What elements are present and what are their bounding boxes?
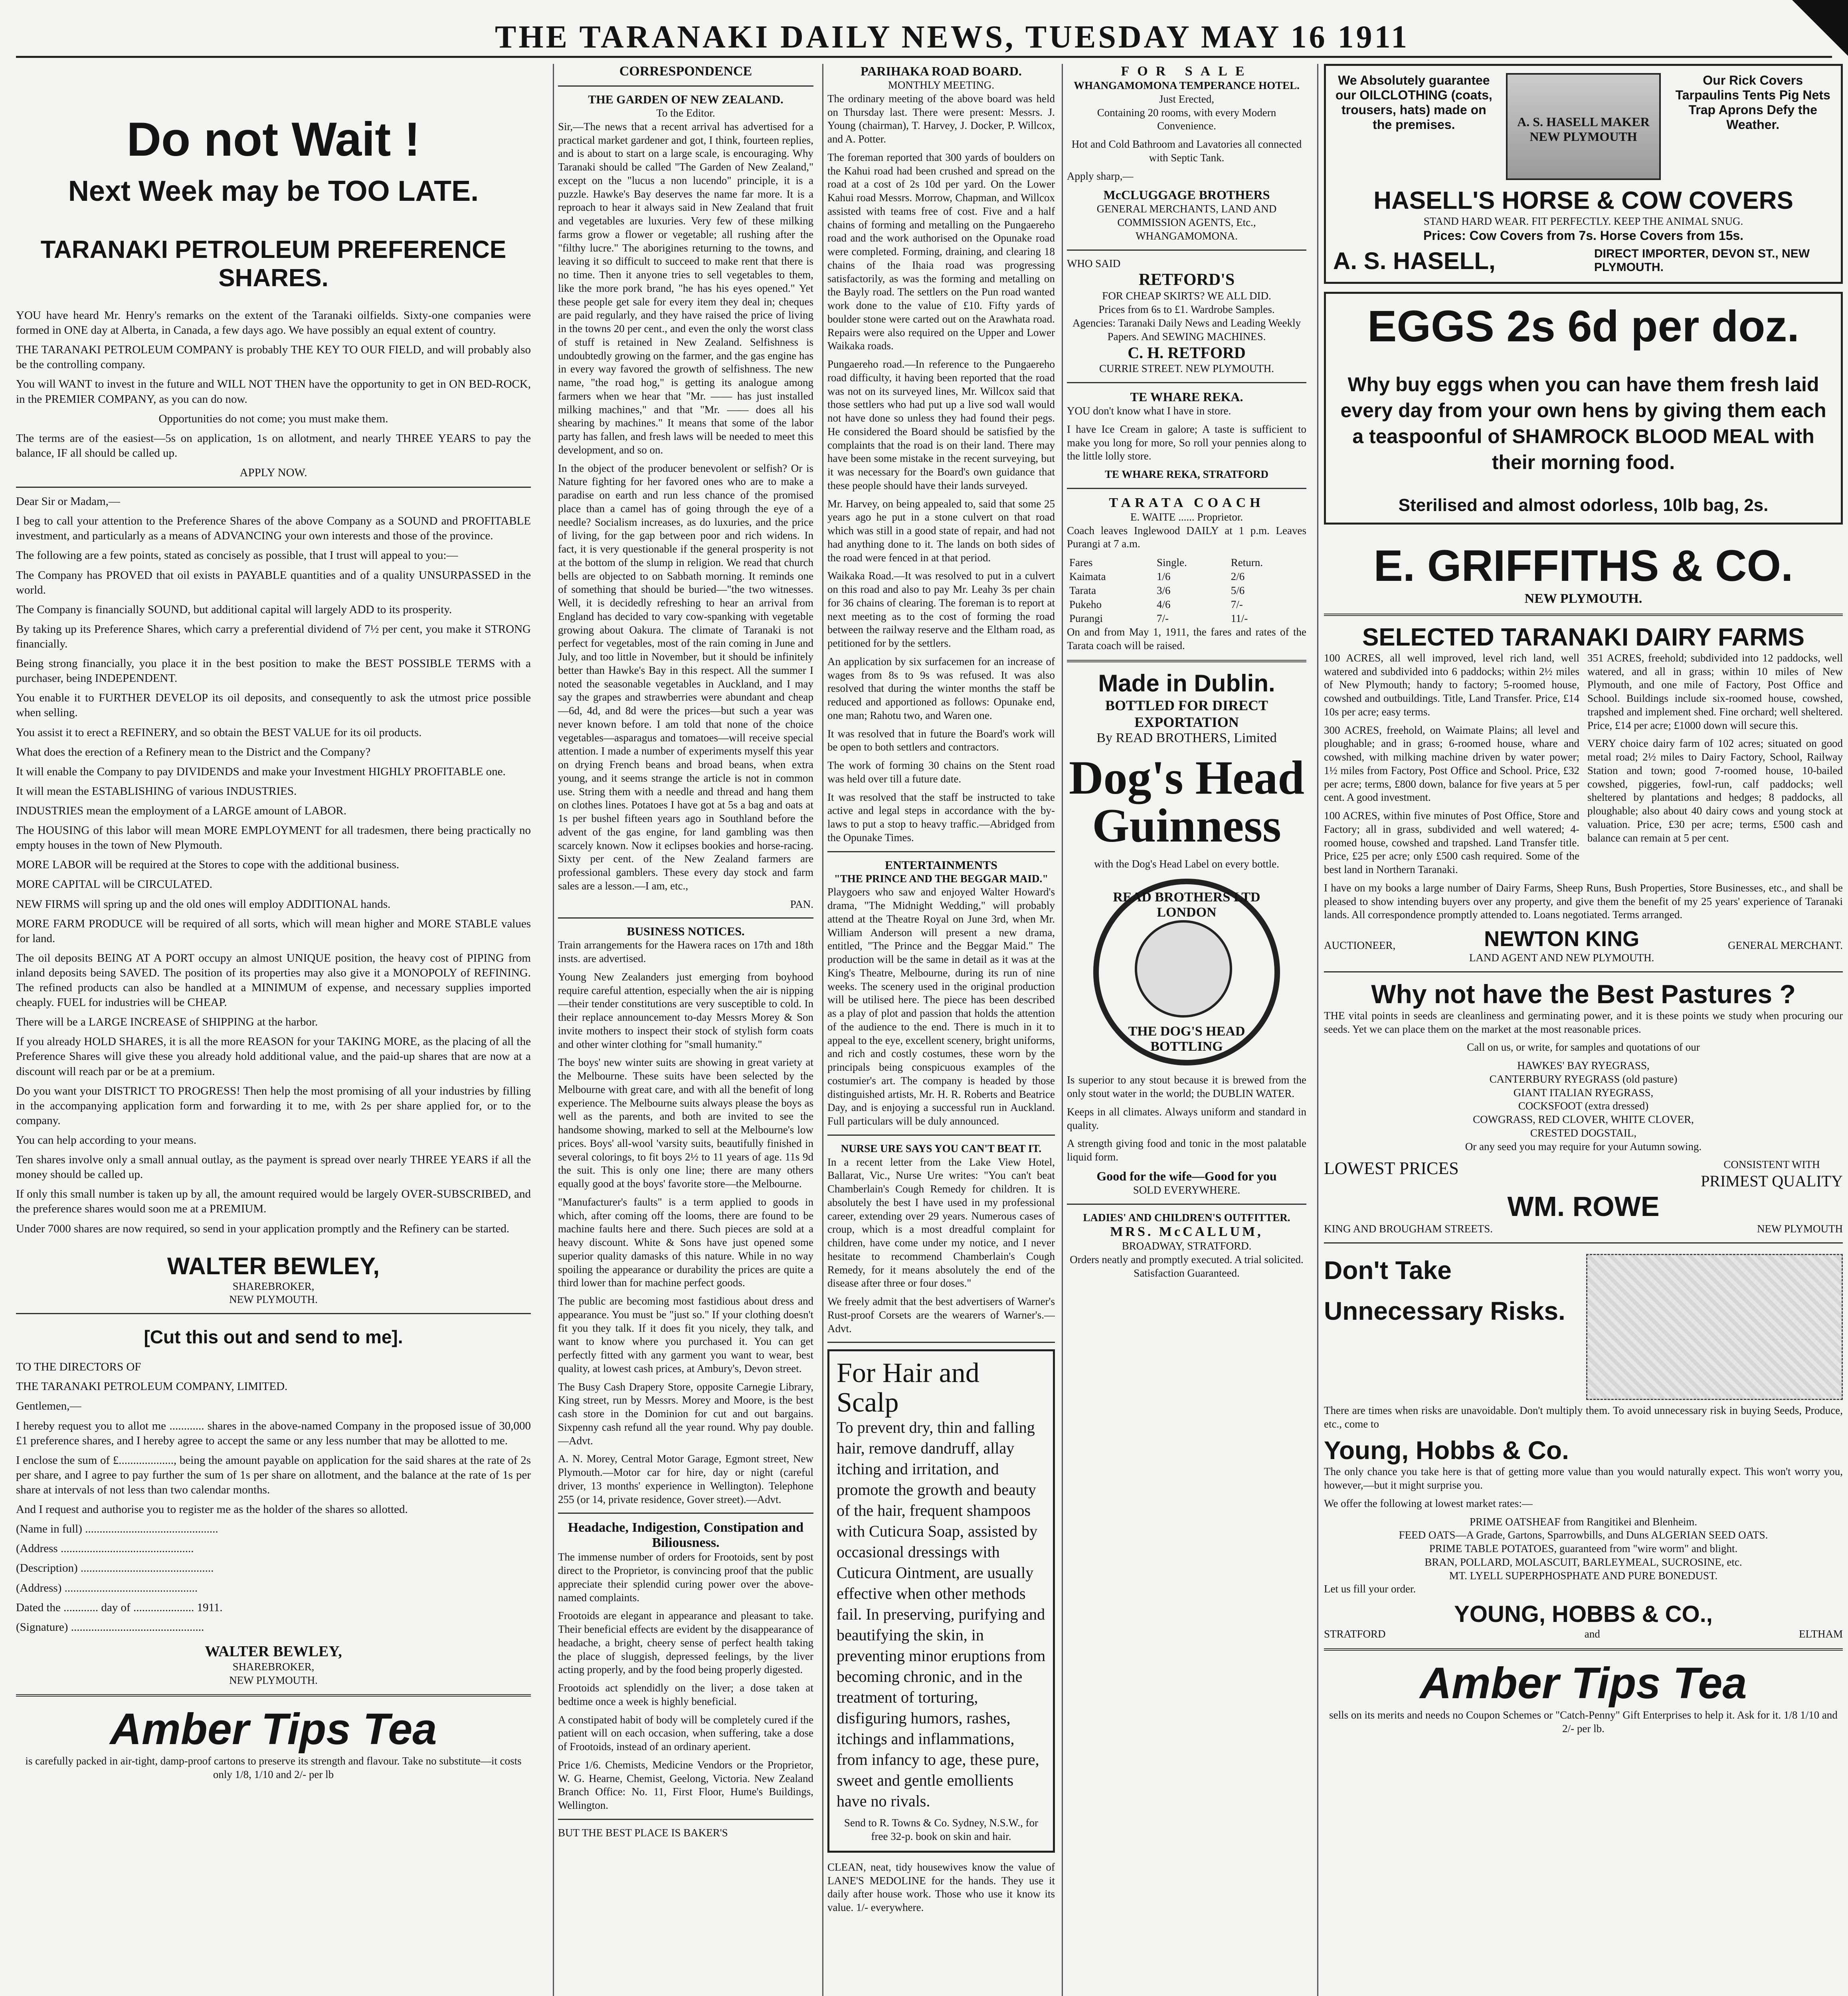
letter-para: If you already HOLD SHARES, it is all the more REASON for your TAKING MORE, as the placing of all the Preference Shares will give these you already hold additional value, and the paid-up shares that are now at a discount will reach par or be at a premium. bbox=[16, 1035, 531, 1078]
retford-line: Prices from 6s to £1. Wardrobe Samples. bbox=[1098, 303, 1275, 315]
apply-now: APPLY NOW. bbox=[239, 466, 307, 479]
te-whare-reka-title: TE WHARE REKA. bbox=[1130, 390, 1243, 404]
wm-rowe: WM. ROWE bbox=[1507, 1191, 1660, 1222]
form-to-company: THE TARANAKI PETROLEUM COMPANY, LIMITED. bbox=[16, 1380, 288, 1393]
column-road-board bbox=[822, 64, 1055, 1996]
cuticura-body: To prevent dry, thin and falling hair, remove dandruff, allay itching and irritation, and promote the growth and beauty of the hair, frequent shampoos with Cuticura Soap, assisted by occasional dressings with Cuticura Ointment, are usually effective when other methods fail. In preserving, purifying and beautifying the skin, in preventing minor eruptions from becoming chronic, and in the treatment of torturing, disfiguring humors, rashes, itchings and inflammations, from infancy to age, these pure, sweet and gentle emollients have no rivals. bbox=[837, 1418, 1046, 1810]
hasell-top bbox=[1333, 73, 1834, 180]
letter-para: You assist it to erect a REFINERY, and so obtain the BEST VALUE for its oil products. bbox=[16, 726, 422, 739]
dogs-head-badge-icon bbox=[1093, 879, 1280, 1065]
divider bbox=[558, 917, 813, 919]
dogs-head-sub: with the Dog's Head Label on every bottle. bbox=[1094, 857, 1279, 870]
mrs-mccallum: MRS. McCALLUM, bbox=[1110, 1224, 1263, 1240]
consistent-with: CONSISTENT WITH bbox=[1723, 1158, 1820, 1171]
column-classifieds bbox=[1062, 64, 1306, 1996]
retford-line: FOR CHEAP SKIRTS? WE ALL DID. bbox=[1102, 290, 1271, 302]
yh-item: FEED OATS—A Grade, Gartons, Sparrowbills, and Duns ALGERIAN SEED OATS. bbox=[1399, 1529, 1768, 1541]
hasell-sub: STAND HARD WEAR. FIT PERFECTLY. KEEP THE ANIMAL SNUG. bbox=[1423, 215, 1743, 227]
farm-listing: 351 ACRES, freehold; subdivided into 12 paddocks, well watered, and all in grass; within 10 miles of New Plymouth, and one mile of Factory, Post Office and School. Buildings include six-roomed house, cowshed, trapshed and implement shed. Fine orchard; well sheltered. Price, £14 per acre; £1000 down will secure this. bbox=[1587, 651, 1843, 731]
letter-para: The Company has PROVED that oil exists in PAYABLE quantities and of a quality UNSURPASSED in the world. bbox=[16, 568, 531, 596]
letter-para: MORE FARM PRODUCE will be required of all sorts, which will mean higher and MORE STABLE values for land. bbox=[16, 917, 531, 945]
warner-corsets-note: We freely admit that the best advertisers of Warner's Rust-proof Corsets are the wearers of Warner's.—Advt. bbox=[827, 1295, 1055, 1335]
road-board-sub: MONTHLY MEETING. bbox=[888, 79, 995, 91]
divider bbox=[1324, 614, 1843, 616]
cuticura-foot: Send to R. Towns & Co. Sydney, N.S.W., for free 32-p. book on skin and hair. bbox=[844, 1817, 1039, 1842]
to-editor: To the Editor. bbox=[656, 107, 715, 119]
dogs-head-para: Is superior to any stout because it is brewed from the only stout water in the world; the DUBLIN WATER. bbox=[1067, 1074, 1306, 1099]
letter-para: You enable it to FURTHER DEVELOP its oil deposits, and consequently to ask the utmost price possible when selling. bbox=[16, 691, 531, 719]
divider bbox=[1324, 1242, 1843, 1244]
eggs-footer: Sterilised and almost odorless, 10lb bag, 2s. bbox=[1398, 495, 1769, 515]
fares-cell: 2/6 bbox=[1231, 570, 1245, 582]
hotel-name: WHANGAMOMONA TEMPERANCE HOTEL. bbox=[1074, 79, 1300, 91]
read-brothers: By READ BROTHERS, Limited bbox=[1096, 730, 1277, 745]
for-sale-heading: FOR SALE bbox=[1121, 64, 1252, 79]
yh-eltham: ELTHAM bbox=[1799, 1628, 1843, 1640]
pastures-para: THE vital points in seeds are cleanliness and germinating power, and it is these points we study when procuring our seeds. Yet we can place them on the market at the most reasonable prices. bbox=[1324, 1009, 1843, 1035]
fares-row bbox=[1067, 584, 1306, 598]
mccallum-note: Orders neatly and promptly executed. A trial solicited. Satisfaction Guaranteed. bbox=[1070, 1253, 1304, 1279]
farms-books-note: I have on my books a large number of Dairy Farms, Sheep Runs, Bush Properties, Store Businesses, etc., and shall be pleased to show intending buyers over any property, and give them the benefit of my 25 years' experience of Taranaki lands. All correspondence promptly attended to. Loans negotiated. Terms arranged. bbox=[1324, 881, 1843, 921]
signer2-name: WALTER BEWLEY, bbox=[205, 1643, 342, 1660]
business-notice: Young New Zealanders just emerging from boyhood require careful attention, especially when the air is nipping—their tender constitutions are very susceptible to cold. In their replace announcement to-day Messrs Morey & Son invite mothers to inspect their stock of stylish form coats and other winter clothing for "small humanity." bbox=[558, 970, 813, 1050]
divider bbox=[1067, 1204, 1306, 1205]
divider bbox=[16, 1313, 531, 1314]
divider bbox=[558, 1513, 813, 1514]
te-whare-reka-address: TE WHARE REKA, STRATFORD bbox=[1104, 468, 1269, 480]
letter-para: You can help according to your means. bbox=[16, 1134, 197, 1147]
yh-item: PRIME OATSHEAF from Rangitikei and Blenheim. bbox=[1470, 1515, 1697, 1528]
fares-table bbox=[1067, 556, 1306, 626]
risks-para: There are times when risks are unavoidable. Don't multiply them. To avoid unnecessary risk in buying Seeds, Produce, etc., come to bbox=[1324, 1404, 1843, 1430]
te-whare-reka-line: YOU don't know what I have in store. bbox=[1067, 405, 1231, 417]
nk-land-agent: LAND AGENT AND NEW PLYMOUTH. bbox=[1469, 952, 1654, 964]
pastures-para: Call on us, or write, for samples and quotations of our bbox=[1467, 1041, 1700, 1053]
letter-para: What does the erection of a Refinery mean to the District and the Company? bbox=[16, 745, 371, 758]
business-notice: A. N. Morey, Central Motor Garage, Egmont street, New Plymouth.—Motor car for hire, day or night (careful driver, 13 months' experience in Wellington). Telephone 255 (or 14, private residence, Gover street).—Advt. bbox=[558, 1453, 813, 1505]
dairy-farms-heading: SELECTED TARANAKI DAIRY FARMS bbox=[1362, 623, 1804, 651]
divider bbox=[16, 487, 531, 488]
tarata-coach-title: TARATA COACH bbox=[1109, 495, 1264, 510]
hasell-covers: Our Rick Covers Tarpaulins Tents Pig Nets Trap Aprons Defy the Weather. bbox=[1675, 73, 1830, 132]
pastures-para: Or any seed you may require for your Autumn sowing. bbox=[1465, 1140, 1702, 1152]
letter-title: THE GARDEN OF NEW ZEALAND. bbox=[588, 93, 784, 106]
frootoids-para: Frootoids are elegant in appearance and pleasant to take. Their beneficial effects are evident by the disappearance of headache, a bright, cheery sense of perfect health taking the place of sluggish, depressed feelings, by the liver acting properly, and by the food being properly digested. bbox=[558, 1610, 813, 1676]
business-notice: The boys' new winter suits are showing in great variety at the Melbourne. These suits have been selected by the Melbourne with great care, and with all the benefit of long experience. The Melbourne suits always please the boys as well as the parents, and both are invited to see the handsome showing, marked to sell at the Melbourne's low prices. Boys' all-wool 'varsity suits, beautifully finished in several colorings, to fit boys 2½ to 11 years of age. 11s 9d the suit. This is only one line; there are many others equally good at the boys' favorite store—the Melbourne. bbox=[558, 1056, 813, 1190]
form-name-field[interactable]: (Name in full) .............................................. bbox=[16, 1523, 218, 1536]
nurse-ure-body: In a recent letter from the Lake View Hotel, Ballarat, Vic., Nurse Ure writes: "You can't beat Chamberlain's Cough Remedy for children. It is absolutely the best I have used in my professional career, extending over 29 years. Numerous cases of croup, which is a most dreadful complaint for children, have come under my notice, and I never hesitate to recommend Chamberlain's Cough Remedy, for it means absolutely the end of the disease after three or four doses." bbox=[827, 1156, 1055, 1289]
farm-listing: 300 ACRES, freehold, on Waimate Plains; all level and ploughable; and in grass; 6-roomed house, whare and cowshed, with milking machine driven by water power; 1½ miles from Factory, Post Office and School. Price, £32 per acre; terms, £800 down, balance for five years at 5 per cent. A good investment. bbox=[1324, 724, 1579, 804]
hotel-line: Just Erected, bbox=[1159, 93, 1214, 105]
fares-row bbox=[1067, 570, 1306, 584]
bottled-for-export: BOTTLED FOR DIRECT EXPORTATION bbox=[1105, 697, 1268, 730]
road-board-para: Pungaereho road.—In reference to the Pungaereho road difficulty, it having been reported that the road was not on its surveyed lines, Mr. Willcox said that those settlers who had put up a live sod wall would not have done so unless they had found their pegs. He considered the Board should be satisfied by the complaints that the road is on their land. There may have been some mistake in the recent surveying, but it was necessary for the Board's own guidance that these people should have their lands surveyed. bbox=[827, 358, 1055, 491]
cut-out-notice: [Cut this out and send to me]. bbox=[144, 1327, 403, 1348]
road-board-para: The foreman reported that 300 yards of boulders on the Kahui road had been crushed and spread on the road at a cost of 2s 10d per yard. On the Lower Kahui road Messrs. Morrow, Chapman, and Willcox assisted with teams free of cost. Five and a half chains of forming and metalling on the Pungaereho road and the work authorised on the Opunake road were completed. Forming, draining, and clearing 18 chains of the Ihaia road was progressing satisfactorily, as was the forming and metalling on the Bayly road. The settlers on the Pun road wanted work done to the value of £10. Fifty yards of boulder stone were carted out on the Arawhata road. Repairs were also required on the Upper and Lower Waikaka roads. bbox=[827, 151, 1055, 352]
mccallum-address: BROADWAY, STRATFORD. bbox=[1122, 1240, 1252, 1252]
fares-cell: 3/6 bbox=[1156, 584, 1171, 596]
fares-cell: 7/- bbox=[1231, 598, 1243, 610]
signer2-title: SHAREBROKER, bbox=[232, 1660, 315, 1673]
page-corner-mark bbox=[1792, 0, 1848, 56]
divider bbox=[1324, 1648, 1843, 1651]
letter-para: I beg to call your attention to the Preference Shares of the above Company as a SOUND and PROFITABLE investment, and particularly as a means of ADVANCING your own interests and those of the province. bbox=[16, 515, 531, 543]
lowest-prices: LOWEST PRICES bbox=[1324, 1158, 1459, 1178]
headline-do-not-wait: Do not Wait ! bbox=[127, 113, 420, 166]
hasell-headline: HASELL'S HORSE & COW COVERS bbox=[1373, 187, 1793, 214]
petroleum-para: THE TARANAKI PETROLEUM COMPANY is probably THE KEY TO OUR FIELD, and will probably also be the controlling company. bbox=[16, 343, 531, 371]
eggs-headline: EGGS 2s 6d per doz. bbox=[1367, 301, 1799, 351]
hotel-line: Hot and Cold Bathroom and Lavatories all connected with Septic Tank. bbox=[1071, 138, 1302, 164]
horse-illustration bbox=[1503, 73, 1664, 180]
letter-para: By taking up its Preference Shares, which carry a preferential dividend of 7½ per cent, you make it STRONG financially. bbox=[16, 622, 531, 650]
yh-item: PRIME TABLE POTATOES, guaranteed from "wire worm" and blight. bbox=[1429, 1543, 1738, 1554]
letter-para: If only this small number is taken up by all, the amount required would be largely OVER-SUBSCRIBED, and the preference shares would soon me at a PREMIUM. bbox=[16, 1188, 531, 1216]
form-para: I enclose the sum of £..................., being the amount payable on application for the said shares at the rate of 2s per share, and I agree to pay further the sum of 1s per share on allotment, and the balance at the rate of 1s per share at intervals of not less than two calendar months. bbox=[16, 1453, 531, 1496]
tarata-coach-note: On and from May 1, 1911, the fares and rates of the Tarata coach will be raised. bbox=[1067, 626, 1306, 651]
form-address2-field[interactable]: (Address) .............................................. bbox=[16, 1581, 198, 1594]
griffiths-name: E. GRIFFITHS & CO. bbox=[1373, 541, 1793, 590]
entertainment-body: Playgoers who saw and enjoyed Walter Howard's drama, "The Midnight Wedding," will probably attend at the Theatre Royal on June 3rd, when Mr. William Anderson will present a new drama, entitled, "The Prince and the Beggar Maid." The production will be the same in detail as it was at the King's Theatre, Melbourne, during its run of nine weeks. The scenery used in the original production will be utilised here. The piece has been described as a play of plot and passion that holds the attention of the audience to the end. There is much in it to appeal to the eye, excellent scenery, bright uniforms, and rich and costly costumes, these worn by the principals being conspicuous examples of the costumier's art. The company is headed by those distinguished artists, Mr. H. R. Roberts and Beatrice Day, and is enjoying a successful run in Auckland. Full particulars will be duly announced. bbox=[827, 886, 1055, 1127]
seed-item: COCKSFOOT (extra dressed) bbox=[1518, 1100, 1649, 1112]
dogs-head-slogan: Good for the wife—Good for you bbox=[1096, 1168, 1277, 1183]
retford-name: C. H. RETFORD bbox=[1128, 344, 1246, 362]
form-gentlemen: Gentlemen,— bbox=[16, 1400, 81, 1413]
cuticura-title: For Hair and Scalp bbox=[837, 1358, 979, 1418]
letter-para: It will mean the ESTABLISHING of various INDUSTRIES. bbox=[16, 784, 297, 798]
rowe-city: NEW PLYMOUTH bbox=[1757, 1223, 1843, 1235]
letter-para: INDUSTRIES mean the employment of a LARGE amount of LABOR. bbox=[16, 804, 346, 817]
fares-cell: 7/- bbox=[1156, 612, 1169, 624]
fares-row bbox=[1067, 598, 1306, 612]
business-notice: Train arrangements for the Hawera races on 17th and 18th insts. are advertised. bbox=[558, 939, 813, 964]
seed-item: CANTERBURY RYEGRASS (old pasture) bbox=[1489, 1073, 1678, 1085]
entertainments-heading: ENTERTAINMENTS bbox=[885, 858, 997, 872]
mccluggage-brothers: McCLUGGAGE BROTHERS bbox=[1103, 188, 1270, 202]
farms-grid bbox=[1324, 651, 1843, 881]
divider bbox=[558, 1819, 813, 1820]
letter-signature: PAN. bbox=[790, 898, 813, 910]
signer-title: SHAREBROKER, bbox=[232, 1280, 315, 1292]
retford-who: WHO SAID bbox=[1067, 257, 1121, 269]
fares-cell: Purangi bbox=[1069, 612, 1103, 624]
yh-locations bbox=[1324, 1628, 1843, 1641]
letter-para: Ten shares involve only a small annual outlay, as the payment is spread over nearly THREE YEARS if all the money should be called up. bbox=[16, 1153, 531, 1181]
made-in-dublin: Made in Dublin. bbox=[1098, 669, 1275, 697]
fares-cell: 1/6 bbox=[1156, 570, 1171, 582]
rowe-quality bbox=[1701, 1158, 1843, 1190]
griffiths-city: NEW PLYMOUTH. bbox=[1524, 591, 1642, 606]
farms-left bbox=[1324, 651, 1579, 881]
seed-item: COWGRASS, RED CLOVER, WHITE CLOVER, bbox=[1473, 1113, 1694, 1125]
petroleum-shares-heading: TARANAKI PETROLEUM PREFERENCE SHARES. bbox=[40, 236, 507, 292]
business-notice: The public are becoming most fastidious about dress and appearance. You must be "just so." If your clothing doesn't fit you they talk. If it does fit you nicely, they talk, and want to know where you purchased it. You can get perfectly fitted with any garment you want to wear, best quality, at lowest cash prices, at Ambury's, Devon street. bbox=[558, 1295, 813, 1374]
hasell-prices: Prices: Cow Covers from 7s. Horse Covers from 15s. bbox=[1423, 228, 1744, 243]
form-date-field[interactable]: Dated the ............ day of ..................... 1911. bbox=[16, 1601, 223, 1614]
frootoids-para: A constipated habit of body will be completely cured if the patient will on each occasion, when suffering, take a dose of Frootoids, instead of an ordinary aperient. bbox=[558, 1713, 813, 1752]
tarata-coach-schedule: Coach leaves Inglewood DAILY at 1 p.m. Leaves Purangi at 7 a.m. bbox=[1067, 524, 1306, 550]
fares-cell: 5/6 bbox=[1231, 584, 1245, 596]
hasell-name: A. S. HASELL, bbox=[1333, 247, 1496, 274]
letter-para: NEW FIRMS will spring up and the old ones will employ ADDITIONAL hands. bbox=[16, 897, 391, 911]
divider bbox=[1324, 971, 1843, 972]
cuticura-ad bbox=[827, 1349, 1055, 1853]
dont-take-risks: Don't Take Unnecessary Risks. bbox=[1324, 1255, 1565, 1326]
rowe-address-row bbox=[1324, 1222, 1843, 1236]
young-hobbs-name: Young, Hobbs & Co. bbox=[1324, 1436, 1569, 1465]
risks-para: The only chance you take here is that of getting more value than you would naturally expect. This won't worry you, however,—but it might surprise you. bbox=[1324, 1465, 1843, 1491]
risks-header bbox=[1324, 1250, 1843, 1404]
hotel-line: Containing 20 rooms, with every Modern Convenience. bbox=[1097, 106, 1276, 132]
hasell-footer bbox=[1333, 247, 1834, 275]
retford-title: RETFORD'S bbox=[1138, 271, 1235, 289]
letter-para: MORE CAPITAL will be CIRCULATED. bbox=[16, 878, 213, 891]
letter-body: In the object of the producer benevolent or selfish? Or is Nature fighting for her favored ones who are to make a paradise on earth and run less chance of the promised place than a camel has of going through the eye of a needle? Socialism increases, as do luxuries, and the price of living, for the gap between poor and rich widens. In fact, it is very questionable if the general prosperity is not at the bottom of the slump in religion. We read that church bells are objected to on Sabbath morning. It reminds one of something that should be buried—"the two witnesses. Well, it is decidedly refreshing to hear an arrival from England has decided to vary cow-spanking with vegetable growing about Oakura. The climate of Taranaki is not perfect for vegetables, most of the rain coming in June and July, and too little in November, but it should be infinitely better than Hawke's Bay in this respect. All the summer I noted the seasonable vegetables in Auckland, and I may say the grapes and strawberries were abundant and cheap—6d, 4d, and 8d were the prices—but such a year was never known before. I am told that none of the choice vegetables—asparagus and tomatoes—will receive special attention. I made a number of experiments myself this year on drying French beans and broad beans, when extra young, and it seems strange the article is not in common use. String them with a needle and thread and hang them on clothes lines. Potatoes I have got at 5s a bag and oats at 1s per bushel fifteen years ago in Southland before the advent of the gas engine, for land gambling was then scarcely known. Now it eclipses bookies and horse-racing. Sixty per cent. of the New Zealand farmers are professional gamblers. These every day stock and farm sales are a lesson.—I am, etc., bbox=[558, 462, 813, 892]
signer-city: NEW PLYMOUTH. bbox=[229, 1293, 318, 1306]
fares-cell: 4/6 bbox=[1156, 598, 1171, 610]
yh-and: and bbox=[1584, 1628, 1600, 1640]
correspondence-heading: CORRESPONDENCE bbox=[619, 64, 752, 79]
hasell-address: DIRECT IMPORTER, DEVON ST., NEW PLYMOUTH. bbox=[1594, 247, 1810, 274]
road-board-para: An application by six surfacemen for an increase of wages from 8s to 9s was refused. It was also resolved that during the winter months the staff be reduced and apportioned as follows: Opunake end, one man; Rahotu two, and Waren one. bbox=[827, 655, 1055, 721]
amber-tips-tea-left: Amber Tips Tea bbox=[110, 1705, 437, 1754]
badge-bottom-text: THE DOG'S HEAD BOTTLING bbox=[1128, 1024, 1245, 1054]
fares-header-cell: Fares bbox=[1069, 556, 1093, 568]
newton-king-name: NEWTON KING bbox=[1484, 927, 1640, 951]
hasell-ad bbox=[1324, 64, 1843, 284]
business-notice: "Manufacturer's faults" is a term applied to goods in which, after coming off the looms, there are found to be machine faults here and there. Such pieces are sold at a heavy discount. White & Sons have just opened some superior quality damasks of this nature. While in no way spoiling the appearance or durability the prices are quite a third lower than for machine perfect goods. bbox=[558, 1196, 813, 1289]
newton-king-row bbox=[1324, 927, 1843, 965]
fares-cell: Pukeho bbox=[1069, 598, 1102, 610]
headline-next-week: Next Week may be TOO LATE. bbox=[68, 175, 479, 207]
risks-para: Let us fill your order. bbox=[1324, 1583, 1416, 1595]
badge-top-text: READ BROTHERS LTD LONDON bbox=[1113, 890, 1260, 920]
bulldog-icon bbox=[1135, 920, 1232, 1018]
yh-stratford: STRATFORD bbox=[1324, 1628, 1386, 1640]
divider bbox=[1067, 488, 1306, 489]
farms-right bbox=[1587, 651, 1843, 881]
amber-tips-tea-right-sub: sells on its merits and needs no Coupon Schemes or "Catch-Penny" Gift Enterprises to help it. Ask for it. 1/8 1/10 and 2/- per lb. bbox=[1329, 1709, 1838, 1735]
hotel-apply: Apply sharp,— bbox=[1067, 170, 1134, 182]
form-to: TO THE DIRECTORS OF bbox=[16, 1360, 141, 1374]
road-board-para: It was resolved that the staff be instructed to take active and legal steps in accordance with the by-laws to put a stop to heavy traffic.—Abridged from the Opunake Times. bbox=[827, 791, 1055, 844]
business-notice: The Busy Cash Drapery Store, opposite Carnegie Library, King street, run by Messrs. Morey and Moore, is the best cash store in the Dominion for cut and out bargains. Sixpenny cash refund all the year round. Why pay double.—Advt. bbox=[558, 1380, 813, 1447]
horse-label: A. S. HASELL MAKER NEW PLYMOUTH bbox=[1517, 115, 1650, 144]
yh-item: BRAN, POLLARD, MOLASCUIT, BARLEYMEAL, SUCROSINE, etc. bbox=[1425, 1556, 1742, 1568]
tarata-coach-proprietor: E. WAITE ...... Proprietor. bbox=[1130, 511, 1243, 523]
fares-header-cell: Single. bbox=[1156, 556, 1187, 568]
fares-header-row bbox=[1067, 556, 1306, 570]
letter-para: Do you want your DISTRICT TO PROGRESS! Then help the most promising of all your industries by filling in the accompanying application form and forwarding it to me, with 2s per share applied for, or to the company. bbox=[16, 1084, 531, 1127]
letter-para: It will enable the Company to pay DIVIDENDS and make your Investment HIGHLY PROFITABLE one. bbox=[16, 765, 506, 778]
frootoids-para: Price 1/6. Chemists, Medicine Vendors or the Proprietor, W. G. Hearne, Chemist, Geelong, Victoria. New Zealand Branch Office: No. 11, First Floor, Hume's Buildings, Wellington. bbox=[558, 1758, 813, 1811]
yh-item: MT. LYELL SUPERPHOSPHATE AND PURE BONEDUST. bbox=[1449, 1569, 1718, 1582]
dogs-head-para: Keeps in all climates. Always uniform and standard in quality. bbox=[1067, 1105, 1306, 1131]
risks-para: We offer the following at lowest market rates:— bbox=[1324, 1497, 1533, 1509]
fares-header-cell: Return. bbox=[1231, 556, 1263, 568]
road-board-para: The ordinary meeting of the above board was held on Thursday last. There were present: Messrs. J. Young (chairman), T. Harvey, J. Docker, P. Willcox, and A. Potter. bbox=[827, 92, 1055, 145]
nk-auctioneer: AUCTIONEER, bbox=[1324, 939, 1396, 951]
dogs-head-sold: SOLD EVERYWHERE. bbox=[1133, 1184, 1241, 1196]
form-para: And I request and authorise you to register me as the holder of the shares so allotted. bbox=[16, 1503, 408, 1516]
primest-quality: PRIMEST QUALITY bbox=[1701, 1172, 1843, 1190]
mccluggage-line: GENERAL MERCHANTS, LAND AND COMMISSION AGENTS, Etc., bbox=[1096, 203, 1277, 228]
business-notices-heading: BUSINESS NOTICES. bbox=[627, 925, 745, 939]
letter-para: There will be a LARGE INCREASE of SHIPPING at the harbor. bbox=[16, 1016, 318, 1029]
amber-tips-tea-right: Amber Tips Tea bbox=[1420, 1658, 1747, 1708]
road-board-para: The work of forming 30 chains on the Stent road was held over till a future date. bbox=[827, 759, 1055, 785]
letter-para: The following are a few points, stated as concisely as possible, that I trust will appeal to you:— bbox=[16, 549, 458, 562]
form-signature-field[interactable]: (Signature) .............................................. bbox=[16, 1620, 204, 1634]
mccluggage-line: WHANGAMOMONA. bbox=[1136, 230, 1238, 242]
divider bbox=[827, 851, 1055, 852]
divider bbox=[16, 1694, 531, 1697]
fares-cell: 11/- bbox=[1231, 612, 1248, 624]
rowe-address: KING AND BROUGHAM STREETS. bbox=[1324, 1223, 1493, 1235]
retford-address: CURRIE STREET. NEW PLYMOUTH. bbox=[1099, 362, 1274, 375]
frootoids-para: Frootoids act splendidly on the liver; a dose taken at bedtime once a week is highly beneficial. bbox=[558, 1682, 813, 1707]
farm-listing: 100 ACRES, all well improved, level rich land, well watered and subdivided into 6 paddocks; within 2½ miles of New Plymouth; handy to factory; 5-roomed house, cowshed and outbuildings. Title, Land Transfer. Price, £14 10s per acre; easy terms. bbox=[1324, 651, 1579, 718]
petroleum-intro: YOU have heard Mr. Henry's remarks on the extent of the Taranaki oilfields. Sixty-one companies were formed in ONE day at Alberta, in Canada, a few days ago. We have possibly an equal extent of country. bbox=[16, 309, 531, 337]
letter-para: The Company is financially SOUND, but additional capital will largely ADD to its prosperity. bbox=[16, 603, 452, 616]
nk-merchant: GENERAL MERCHANT. bbox=[1728, 939, 1843, 951]
newspaper-title: THE TARANAKI DAILY NEWS, TUESDAY MAY 16 1911 bbox=[495, 20, 1410, 55]
outfitter-heading: LADIES' AND CHILDREN'S OUTFITTER. bbox=[1083, 1211, 1290, 1224]
te-whare-reka-line: I have Ice Cream in galore; A taste is sufficient to make you long for more, So roll your pennies along to the little lolly store. bbox=[1067, 423, 1306, 462]
rowe-prices-row bbox=[1324, 1158, 1843, 1190]
frootoids-para: The immense number of orders for Frootoids, sent by post direct to the Proprietor, is convincing proof that the public appreciate their splendid curing power over the above-named complaints. bbox=[558, 1551, 813, 1604]
dogs-head-guinness: Dog's Head Guinness bbox=[1068, 750, 1305, 852]
letter-para: Being strong financially, you place it in the best position to make the BEST POSSIBLE TERMS with a purchaser, being INDEPENDENT. bbox=[16, 657, 531, 685]
column-ads-right bbox=[1317, 64, 1843, 1996]
divider bbox=[1067, 382, 1306, 383]
amber-tips-tea-left-sub: is carefully packed in air-tight, damp-proof cartons to preserve its strength and flavour. Take no substitute—it costs only 1/8, 1/10 and 2/- per lb bbox=[25, 1755, 522, 1781]
fares-cell: Tarata bbox=[1069, 584, 1096, 596]
petroleum-para: You will WANT to invest in the future and WILL NOT THEN have the opportunity to get in ON BED-ROCK, in the PREMIER COMPANY, as you can do now. bbox=[16, 378, 531, 406]
fares-row bbox=[1067, 612, 1306, 626]
divider bbox=[1067, 250, 1306, 251]
form-description-field[interactable]: (Description) .............................................. bbox=[16, 1562, 214, 1575]
column-correspondence bbox=[553, 64, 813, 1996]
road-board-para: It was resolved that in future the Board's work will be open to both settlers and contractors. bbox=[827, 727, 1055, 753]
petroleum-para: Opportunities do not come; you must make them. bbox=[158, 412, 388, 425]
divider bbox=[1067, 660, 1306, 662]
lanes-medoline-ad: CLEAN, neat, tidy housewives know the value of LANE'S MEDOLINE for the hands. They use it daily after house work. Those who use it know its value. 1/- everywhere. bbox=[827, 1861, 1055, 1913]
letter-body: Sir,—The news that a recent arrival has advertised for a practical market gardener and got, I think, fourteen replies, and is about to start on a large scale, is encouraging. Why Taranaki should be called "The Garden of New Zealand," except on the "lucus a non lucendo" principle, it is a puzzle. Hawke's Bay deserves the name far more. It is a reproach to hear it always said in New Zealand that fruit and vegetables are luxuries. Very few of these milking farms grow a flower or vegetable; all rushing after the "filthy lucre." The aborigines returning to the towns, and leaving it so difficult to succeed to make rent that there is no time. Then it anyone tries to sell vegetables to them, like the more pork brand, "he has his eyes opened." Yet these people get sale for every item they deal in; cheques are paid regularly, and they have raised the price of living in the towns 20 per cent., and even the only the worst class of stuff is retained in New Zealand. Selfishness is undoubtedly growing on the farmer, and the gas engine has in every way favored the growth of selfishness. The new name, "the road hog," is getting its analogue among farmers when we hear that "Mr. —— has just installed milking machines," and that "Mr. —— does all his shearing by machines." It means that some of the labor party has fallen, and fresh laws will be needed to meet this development, and so on. bbox=[558, 120, 813, 456]
farm-listing: VERY choice dairy farm of 102 acres; situated on good metal road; 2½ miles to Dairy Factory, School, Railway Station and town; good 7-roomed house, 10-bailed cowshed, piggeries, fowl-run, calf paddocks; well sheltered by plantations and hedges; 8 paddocks, all ploughable; also about 40 dairy cows and young stock at valuation. Price, £30 per acre; terms, £500 cash and balance can remain at 5 per cent. bbox=[1587, 737, 1843, 844]
form-para: I hereby request you to allot me ............ shares in the above-named Company in the proposed issue of 30,000 £1 preference shares, and I hereby agree to accept the same or any less number that may be allotted to me. bbox=[16, 1419, 531, 1447]
masthead bbox=[16, 12, 1832, 58]
horse-icon bbox=[1506, 73, 1661, 180]
petroleum-para: The terms are of the easiest—5s on application, 1s on allotment, and nearly THREE YEARS to pay the balance, IF all should be called up. bbox=[16, 432, 531, 459]
pastures-heading: Why not have the Best Pastures ? bbox=[1371, 979, 1796, 1009]
seed-item: GIANT ITALIAN RYEGRASS, bbox=[1513, 1086, 1654, 1099]
hasell-guarantee: We Absolutely guarantee our OILCLOTHING (coats, trousers, hats) made on the premises. bbox=[1335, 73, 1492, 132]
nk-center bbox=[1469, 927, 1654, 965]
eggs-body: Why buy eggs when you can have them fresh laid every day from your own hens by giving them each a teaspoonful of SHAMROCK BLOOD MEAL with their morning food. bbox=[1340, 373, 1826, 473]
eggs-ad bbox=[1324, 292, 1843, 525]
column-footer: BUT THE BEST PLACE IS BAKER'S bbox=[558, 1826, 728, 1839]
road-board-para: Waikaka Road.—It was resolved to put in a culvert on this road and also to pay Mr. Leahy 3s per chain for 36 chains of clearing. The foreman is to report at next meeting as to the cost of forming the road between the railway reserve and the Eltham road, as petitioned for by the settlers. bbox=[827, 570, 1055, 649]
signer2-city: NEW PLYMOUTH. bbox=[229, 1674, 318, 1686]
road-board-heading: PARIHAKA ROAD BOARD. bbox=[861, 64, 1022, 78]
salutation: Dear Sir or Madam,— bbox=[16, 495, 120, 508]
entertainment-title: "THE PRINCE AND THE BEGGAR MAID." bbox=[834, 872, 1049, 885]
divider bbox=[827, 1135, 1055, 1136]
frootoids-heading: Headache, Indigestion, Constipation and Biliousness. bbox=[568, 1520, 804, 1550]
farm-listing: 100 ACRES, within five minutes of Post Office, Store and Factory; all in grass, subdivided and well watered; 4-roomed house, cowshed and trapshed. Land Transfer title. Price, £25 per acre; only £500 cash required. Some of the best land in Northern Taranaki. bbox=[1324, 810, 1579, 875]
signer-name: WALTER BEWLEY, bbox=[167, 1252, 380, 1279]
form-address-field[interactable]: (Address .............................................. bbox=[16, 1542, 194, 1555]
letter-para: The HOUSING of this labor will mean MORE EMPLOYMENT for all tradesmen, there being practically no empty houses in the town of New Plymouth. bbox=[16, 824, 531, 852]
retford-line: Agencies: Taranaki Daily News and Leading Weekly Papers. And SEWING MACHINES. bbox=[1072, 317, 1301, 343]
column-petroleum-ad bbox=[16, 64, 531, 1996]
seed-item: HAWKES' BAY RYEGRASS, bbox=[1517, 1059, 1650, 1071]
road-board-para: Mr. Harvey, on being appealed to, said that some 25 years ago he put in a stone culvert on that road which was still in a good state of repair, and had not had anything done to it. The lands on both sides of the road were fenced in at that period. bbox=[827, 497, 1055, 564]
dogs-head-para: A strength giving food and tonic in the most palatable liquid form. bbox=[1067, 1137, 1306, 1163]
divider bbox=[827, 1342, 1055, 1343]
letter-para: Under 7000 shares are now required, so send in your application promptly and the Refinery can be started. bbox=[16, 1222, 510, 1235]
fares-cell: Kaimata bbox=[1069, 570, 1106, 582]
rider-illustration-icon bbox=[1586, 1254, 1843, 1400]
nurse-ure-heading: NURSE URE SAYS YOU CAN'T BEAT IT. bbox=[841, 1142, 1042, 1154]
young-hobbs-footer: YOUNG, HOBBS & CO., bbox=[1454, 1601, 1713, 1627]
divider bbox=[558, 85, 813, 87]
letter-para: MORE LABOR will be required at the Stores to cope with the additional business. bbox=[16, 858, 400, 871]
seed-item: CRESTED DOGSTAIL, bbox=[1530, 1127, 1637, 1139]
letter-para: The oil deposits BEING AT A PORT occupy an almost UNIQUE position, the heavy cost of PIPING from inland deposits being SAVED. The position of its properties may also give it a MONOPOLY of REFINING. The refined products can also be handled at a MINIMUM of expense, and necessary supplies imported cheaply. FUEL for industries will be CHEAP. bbox=[16, 951, 531, 1009]
